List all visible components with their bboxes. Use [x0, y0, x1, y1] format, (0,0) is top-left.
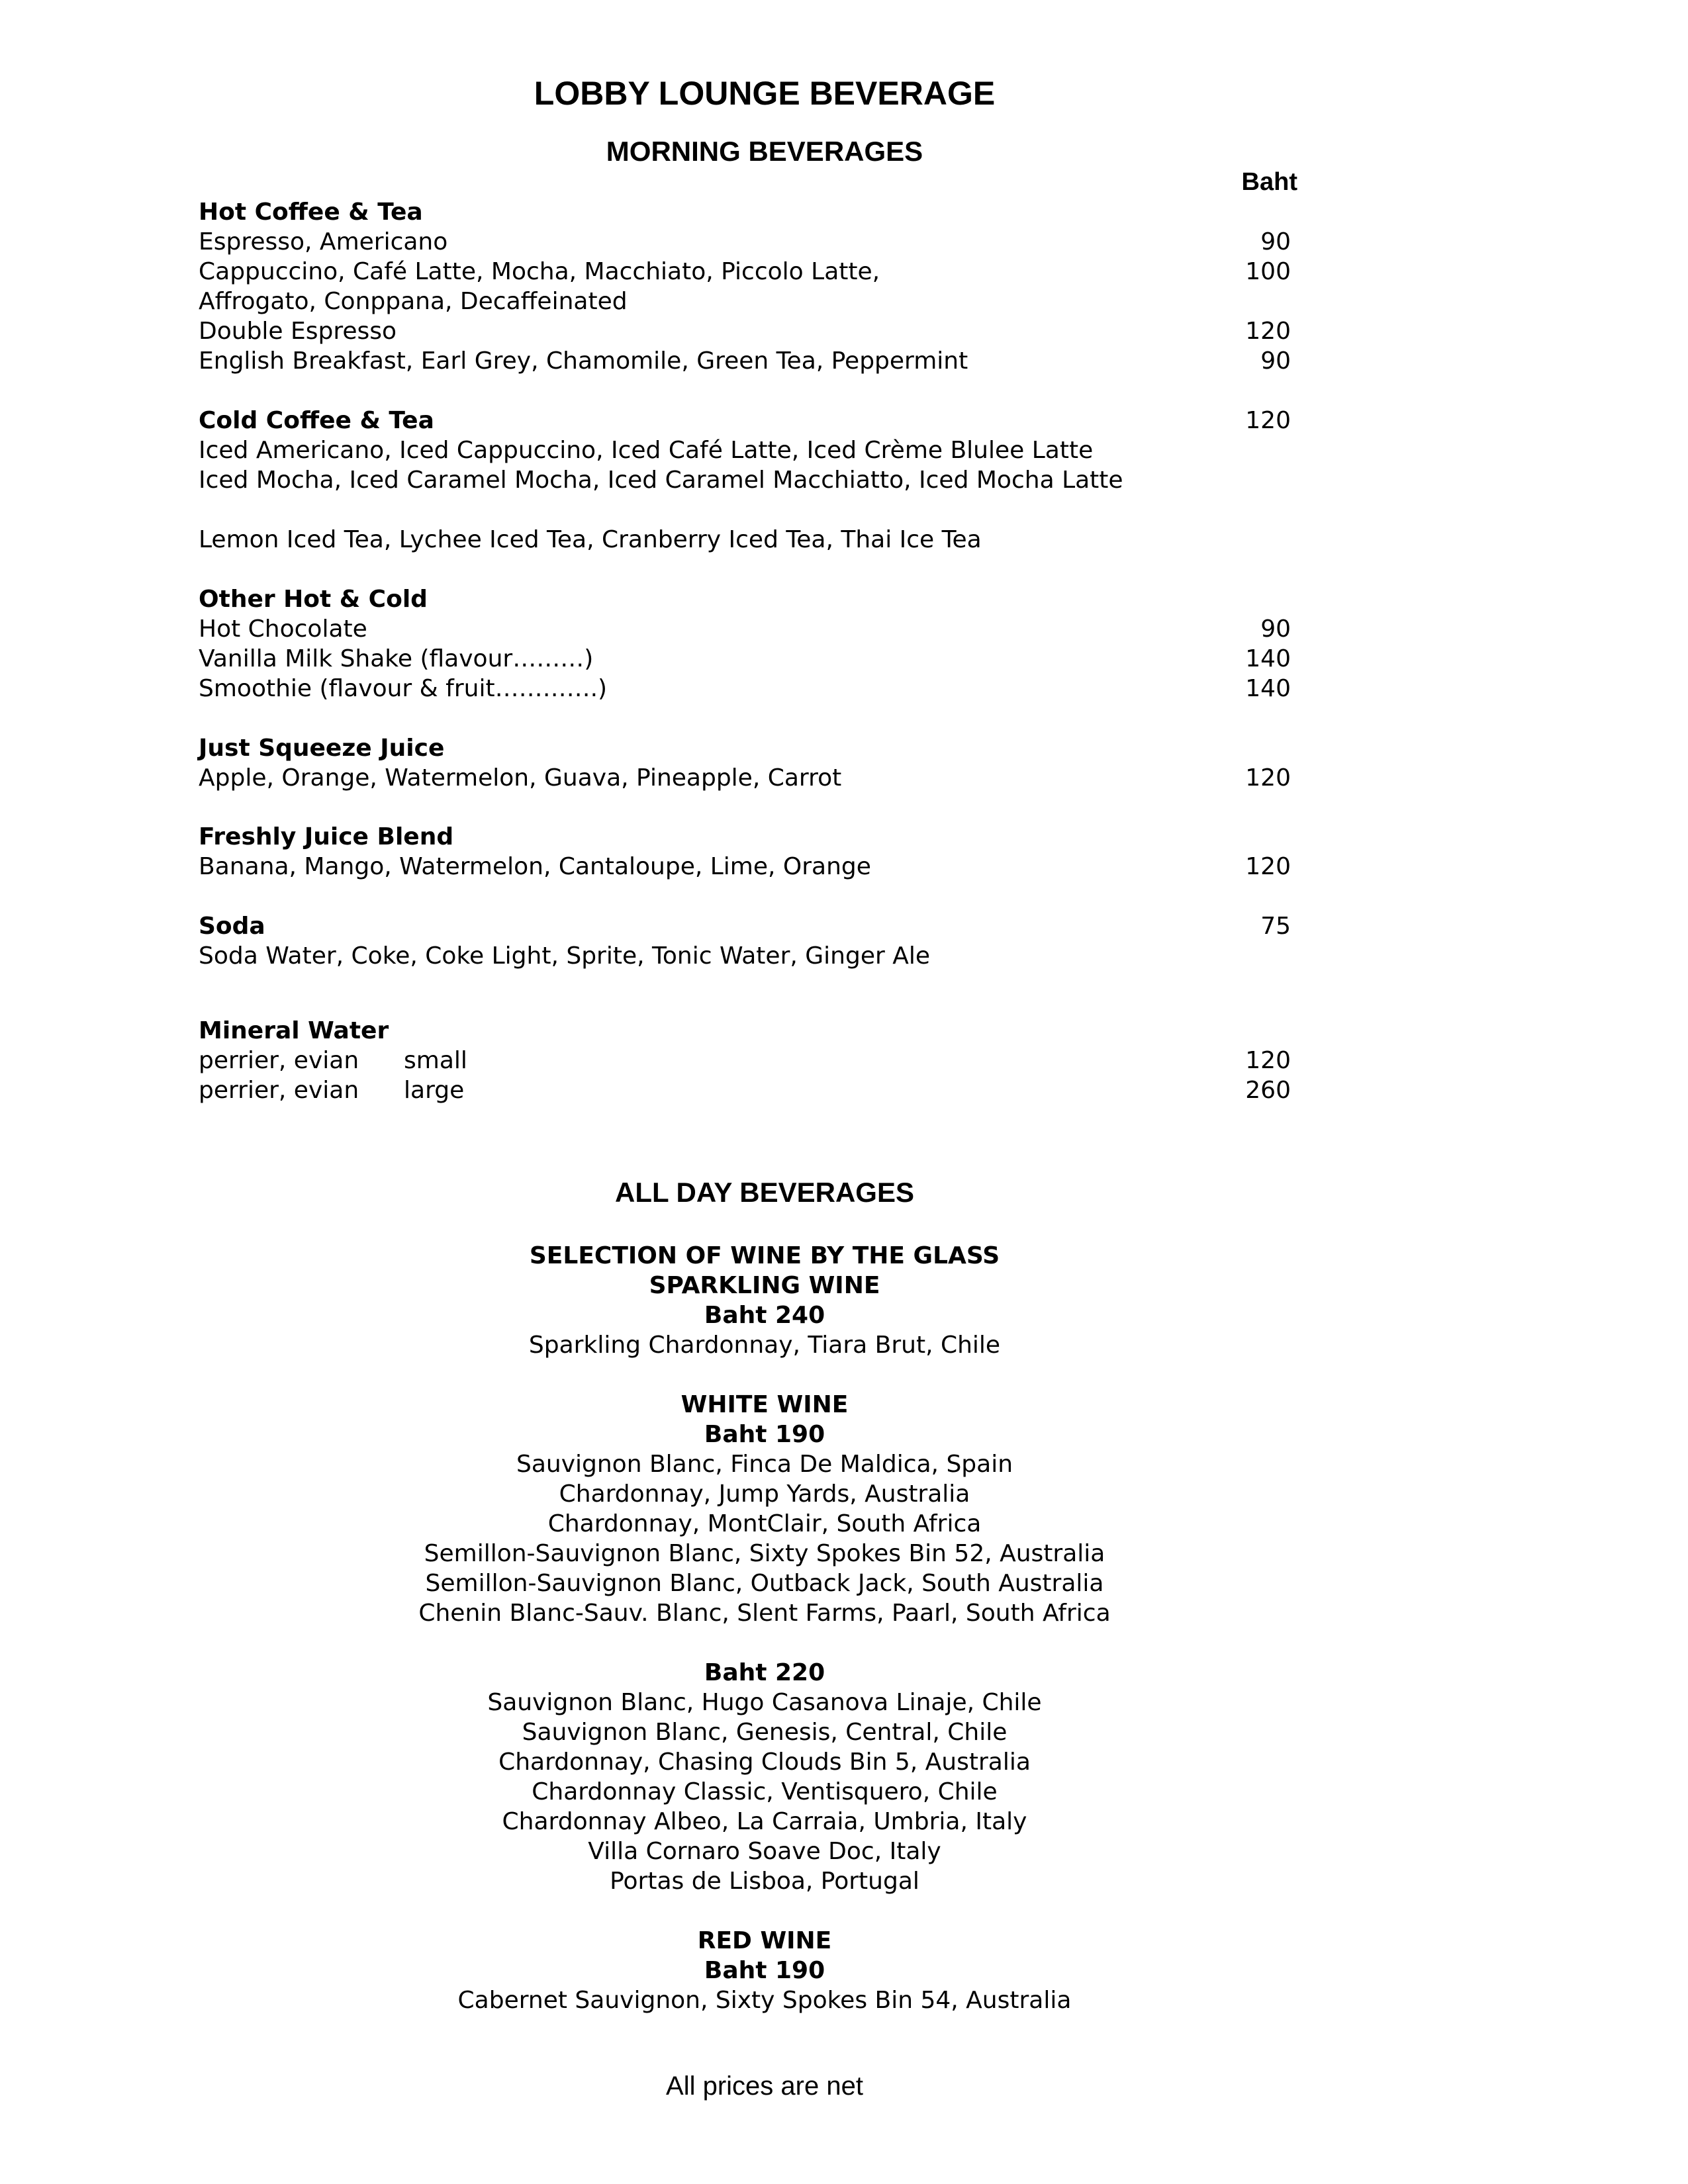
wine-item: Cabernet Sauvignon, Sixty Spokes Bin 54, Australia [457, 1987, 1072, 2014]
item-name: Double Espresso [199, 318, 397, 345]
item-name: Vanilla Milk Shake (flavour………) [199, 645, 594, 672]
item-price: 75 [1260, 913, 1291, 940]
soda-section [199, 911, 1291, 971]
morning-menu [199, 197, 1291, 1105]
wine-list [0, 1241, 1529, 2015]
page-title: LOBBY LOUNGE BEVERAGE [534, 75, 996, 112]
section-heading: Other Hot & Cold [199, 586, 428, 613]
juice-blend-section [199, 822, 1291, 882]
menu-item [199, 346, 1291, 376]
mineral-water-section [199, 1016, 1291, 1105]
wine-item: Chardonnay, Chasing Clouds Bin 5, Australia [498, 1749, 1031, 1776]
sparkling-wine-heading: SPARKLING WINE [649, 1272, 880, 1299]
currency-header: Baht [1241, 168, 1297, 196]
menu-item [199, 287, 1291, 316]
item-price: 120 [1245, 1047, 1291, 1074]
menu-item [199, 644, 1291, 674]
wine-selection-heading: SELECTION OF WINE BY THE GLASS [529, 1242, 1000, 1269]
section-heading: Cold Coffee & Tea [199, 407, 434, 434]
item-name: perrier, evian [199, 1047, 359, 1074]
item-name: perrier, evian [199, 1077, 359, 1104]
menu-item [199, 614, 1291, 644]
wine-item: Villa Cornaro Soave Doc, Italy [588, 1838, 941, 1865]
white-wine-price-220: Baht 220 [704, 1659, 825, 1686]
white-wine-heading: WHITE WINE [680, 1391, 849, 1418]
wine-item: Chardonnay Albeo, La Carraia, Umbria, Italy [502, 1808, 1027, 1835]
item-price: 90 [1260, 615, 1291, 643]
section-heading: Hot Coffee & Tea [199, 199, 423, 226]
item-price: 90 [1260, 228, 1291, 255]
other-hot-cold-section [199, 584, 1291, 704]
item-price: 260 [1245, 1077, 1291, 1104]
sparkling-wine-price: Baht 240 [704, 1302, 825, 1329]
menu-item [199, 316, 1291, 346]
wine-item: Sauvignon Blanc, Finca De Maldica, Spain [516, 1451, 1013, 1478]
menu-item: Iced Americano, Iced Cappuccino, Iced Café Latte, Iced Crème Blulee Latte [199, 437, 1094, 464]
white-wine-price: Baht 190 [704, 1421, 825, 1448]
menu-item [199, 257, 1291, 287]
squeeze-juice-section [199, 733, 1291, 793]
menu-item [199, 763, 1291, 793]
item-name: Banana, Mango, Watermelon, Cantaloupe, Lime, Orange [199, 853, 871, 880]
item-price: 140 [1245, 645, 1291, 672]
item-price: 100 [1245, 258, 1291, 285]
item-price: 120 [1245, 407, 1291, 434]
item-price: 120 [1245, 764, 1291, 792]
wine-item: Sauvignon Blanc, Genesis, Central, Chile [522, 1719, 1008, 1746]
menu-item [199, 1075, 1291, 1105]
item-name: Apple, Orange, Watermelon, Guava, Pineapple, Carrot [199, 764, 842, 792]
hot-coffee-tea-section [199, 197, 1291, 376]
footer-note: All prices are net [666, 2071, 863, 2101]
item-price [1211, 287, 1291, 316]
item-name: Cappuccino, Café Latte, Mocha, Macchiato, Piccolo Latte, [199, 258, 880, 285]
allday-heading: ALL DAY BEVERAGES [614, 1177, 914, 1208]
section-heading: Freshly Juice Blend [199, 823, 454, 850]
menu-item: Soda Water, Coke, Coke Light, Sprite, Tonic Water, Ginger Ale [199, 942, 930, 970]
wine-item: Sauvignon Blanc, Hugo Casanova Linaje, Chile [487, 1689, 1042, 1716]
wine-item: Semillon-Sauvignon Blanc, Sixty Spokes Bin 52, Australia [424, 1540, 1105, 1567]
wine-item: Sparkling Chardonnay, Tiara Brut, Chile [528, 1332, 1001, 1359]
cold-coffee-tea-section [199, 406, 1291, 555]
menu-item [199, 674, 1291, 704]
menu-item [199, 852, 1291, 882]
item-price: 120 [1245, 318, 1291, 345]
wine-item: Chardonnay, Jump Yards, Australia [559, 1480, 970, 1508]
wine-item: Chardonnay, MontClair, South Africa [547, 1510, 982, 1537]
red-wine-heading: RED WINE [697, 1927, 832, 1954]
menu-item [199, 227, 1291, 257]
morning-heading: MORNING BEVERAGES [606, 136, 923, 167]
wine-item: Portas de Lisboa, Portugal [610, 1868, 919, 1895]
red-wine-price: Baht 190 [704, 1957, 825, 1984]
item-name: Affrogato, Conppana, Decaffeinated [199, 288, 628, 315]
item-price: 120 [1245, 853, 1291, 880]
section-heading: Just Squeeze Juice [199, 735, 445, 762]
wine-item: Semillon-Sauvignon Blanc, Outback Jack, South Australia [425, 1570, 1104, 1597]
item-name: Hot Chocolate [199, 615, 367, 643]
item-size: large [404, 1077, 465, 1104]
menu-item: Lemon Iced Tea, Lychee Iced Tea, Cranberry Iced Tea, Thai Ice Tea [199, 526, 982, 553]
wine-item: Chardonnay Classic, Ventisquero, Chile [532, 1778, 998, 1805]
item-size: small [404, 1047, 467, 1074]
item-price: 90 [1260, 347, 1291, 375]
item-name: Espresso, Americano [199, 228, 448, 255]
item-price: 140 [1245, 675, 1291, 702]
item-name: Smoothie (flavour & fruit………….) [199, 675, 608, 702]
section-heading: Soda [199, 913, 265, 940]
menu-item [199, 1046, 1291, 1075]
item-name: English Breakfast, Earl Grey, Chamomile, Green Tea, Peppermint [199, 347, 968, 375]
wine-item: Chenin Blanc-Sauv. Blanc, Slent Farms, Paarl, South Africa [418, 1600, 1111, 1627]
section-heading: Mineral Water [199, 1017, 389, 1044]
menu-item: Iced Mocha, Iced Caramel Mocha, Iced Caramel Macchiatto, Iced Mocha Latte [199, 467, 1123, 494]
